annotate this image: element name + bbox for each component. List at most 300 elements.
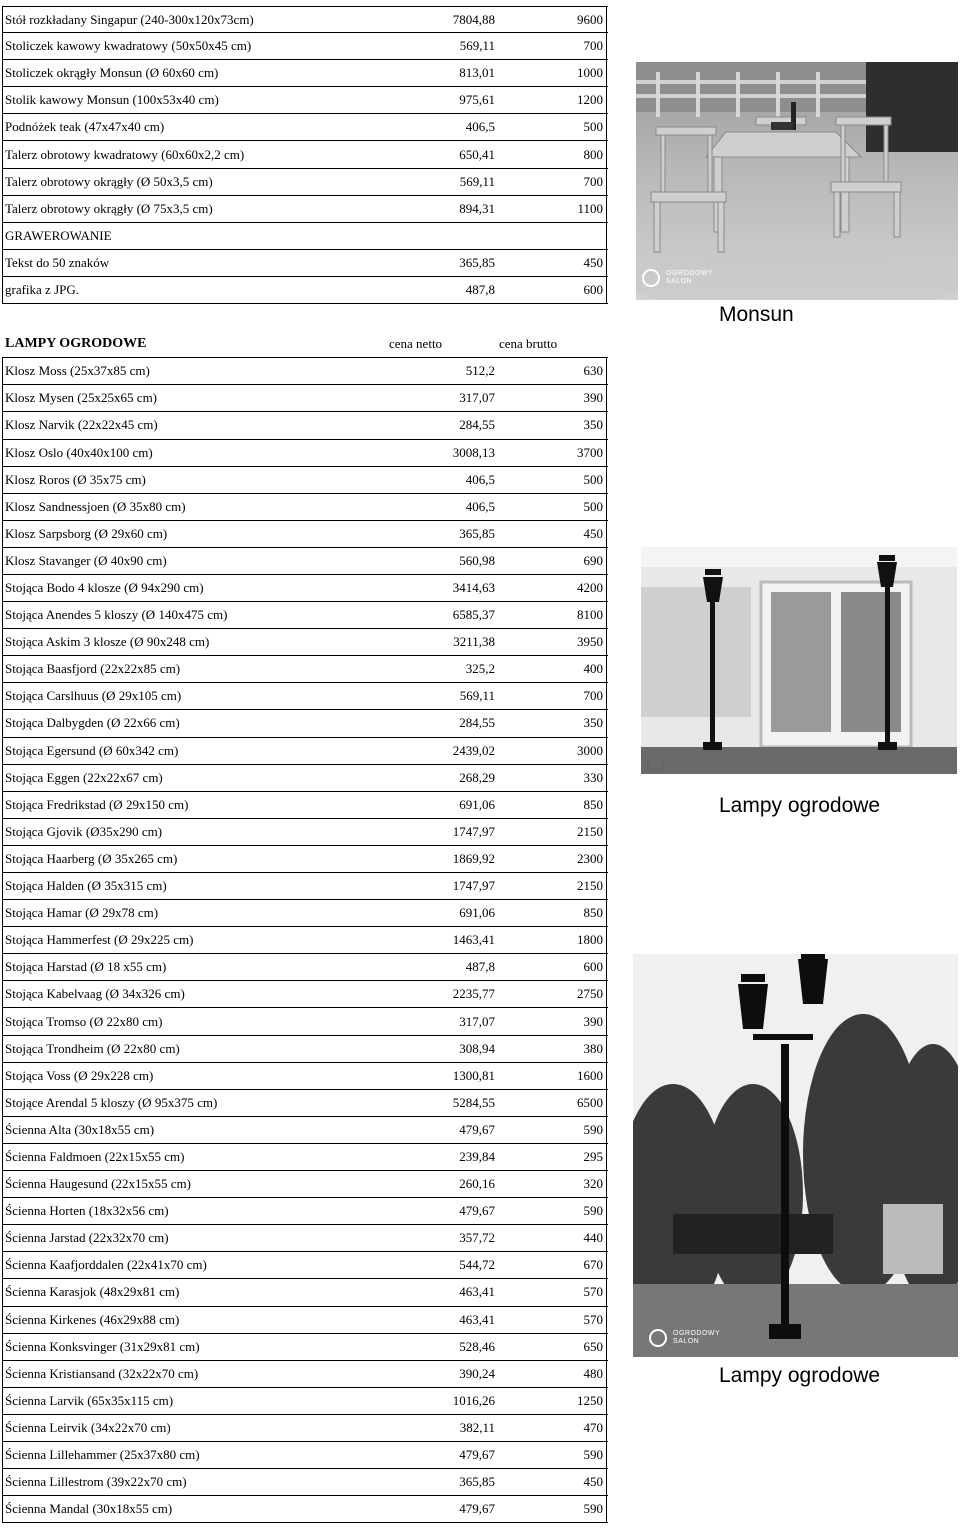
- row-netto: 569,11: [459, 173, 495, 189]
- row-netto: 5284,55: [452, 1094, 495, 1110]
- ogrodowy-salon-logo: [642, 269, 713, 287]
- row-netto: 317,07: [459, 1013, 495, 1029]
- row-brutto: 3950: [577, 634, 603, 650]
- row-netto: 260,16: [459, 1176, 495, 1192]
- table-gridline: [606, 1307, 607, 1333]
- row-name: Stojąca Hammerfest (Ø 29x225 cm): [5, 932, 194, 948]
- row-netto: 308,94: [459, 1040, 495, 1056]
- row-name: Klosz Mysen (25x25x65 cm): [5, 390, 158, 406]
- row-netto: 284,55: [459, 715, 495, 731]
- table-gridline: [606, 1090, 607, 1116]
- row-name: Stojące Arendal 5 kloszy (Ø 95x375 cm): [5, 1094, 218, 1110]
- table-gridline: [606, 1117, 607, 1143]
- lamps-caption-2: Lampy ogrodowe: [719, 1364, 881, 1387]
- garden-lamps-illustration-1: [641, 547, 957, 774]
- table-gridline: [2, 927, 3, 953]
- table-gridline: [2, 548, 3, 574]
- table-row: [2, 1361, 608, 1388]
- table-gridline: [606, 1225, 607, 1251]
- row-name: Ścienna Konksvinger (31x29x81 cm): [5, 1338, 200, 1354]
- ogrodowy-salon-logo: [649, 1329, 720, 1347]
- row-brutto: 600: [583, 281, 603, 297]
- row-name: Ścienna Leirvik (34x22x70 cm): [5, 1419, 171, 1435]
- row-brutto: 480: [583, 1365, 603, 1381]
- row-netto: 479,67: [459, 1121, 495, 1137]
- table-gridline: [606, 629, 607, 655]
- row-brutto: 590: [583, 1121, 603, 1137]
- row-name: Stojąca Kabelvaag (Ø 34x326 cm): [5, 986, 185, 1002]
- table-gridline: [2, 1252, 3, 1278]
- row-name: Tekst do 50 znaków: [5, 254, 110, 270]
- table-gridline: [606, 358, 607, 384]
- row-name: Stojąca Askim 3 klosze (Ø 90x248 cm): [5, 634, 210, 650]
- table-gridline: [2, 385, 3, 411]
- row-brutto: 320: [583, 1176, 603, 1192]
- row-brutto: 650: [583, 1338, 603, 1354]
- table-gridline: [606, 412, 607, 438]
- row-name: Stolik kawowy Monsun (100x53x40 cm): [5, 92, 219, 108]
- garden-lamps-photo-2: [633, 954, 958, 1357]
- table-gridline: [606, 33, 607, 59]
- table-gridline: [606, 250, 607, 276]
- row-name: Stojąca Anendes 5 kloszy (Ø 140x475 cm): [5, 607, 228, 623]
- row-brutto: 600: [583, 959, 603, 975]
- row-name: Stojąca Voss (Ø 29x228 cm): [5, 1067, 154, 1083]
- table-row: [2, 1469, 608, 1496]
- row-netto: 406,5: [465, 471, 495, 487]
- table-gridline: [2, 521, 3, 547]
- table-gridline: [2, 1117, 3, 1143]
- table-row: [2, 792, 608, 819]
- row-name: Stoliczek kawowy kwadratowy (50x50x45 cm): [5, 38, 252, 54]
- row-netto: 479,67: [459, 1203, 495, 1219]
- table-gridline: [606, 765, 607, 791]
- row-brutto: 400: [583, 661, 603, 677]
- row-brutto: 470: [583, 1419, 603, 1435]
- row-brutto: 590: [583, 1447, 603, 1463]
- table-gridline: [2, 1279, 3, 1305]
- table-gridline: [2, 1144, 3, 1170]
- table-gridline: [2, 1008, 3, 1034]
- table-gridline: [606, 602, 607, 628]
- lamps-caption-1: Lampy ogrodowe: [719, 794, 881, 817]
- row-brutto: 350: [583, 715, 603, 731]
- row-brutto: 1600: [577, 1067, 603, 1083]
- price-table: [2, 6, 608, 1523]
- table-gridline: [606, 141, 607, 167]
- table-gridline: [606, 1496, 607, 1522]
- table-row: [2, 6, 608, 33]
- table-row: [2, 1090, 608, 1117]
- table-row: [2, 1198, 608, 1225]
- table-gridline: [2, 1225, 3, 1251]
- table-row: [2, 683, 608, 710]
- table-row: [2, 87, 608, 114]
- table-gridline: [606, 1063, 607, 1089]
- row-brutto: 1200: [577, 92, 603, 108]
- row-brutto: 2300: [577, 850, 603, 866]
- row-name: Ścienna Horten (18x32x56 cm): [5, 1203, 169, 1219]
- row-name: Stojąca Hamar (Ø 29x78 cm): [5, 905, 159, 921]
- row-brutto: 1250: [577, 1392, 603, 1408]
- table-row: [2, 1171, 608, 1198]
- table-row: [2, 141, 608, 168]
- row-netto: 479,67: [459, 1447, 495, 1463]
- table-row: [2, 223, 608, 250]
- table-gridline: [606, 277, 607, 303]
- table-gridline: [2, 981, 3, 1007]
- row-brutto: 4200: [577, 580, 603, 596]
- row-netto: 3414,63: [452, 580, 495, 596]
- table-gridline: [606, 196, 607, 222]
- row-name: Stojąca Carslhuus (Ø 29x105 cm): [5, 688, 182, 704]
- row-brutto: 700: [583, 688, 603, 704]
- row-brutto: 9600: [577, 11, 603, 27]
- row-name: Stół rozkładany Singapur (240-300x120x73cm): [5, 11, 254, 27]
- table-row: [2, 114, 608, 141]
- table-gridline: [606, 1171, 607, 1197]
- row-netto: 463,41: [459, 1311, 495, 1327]
- table-gridline: [2, 114, 3, 140]
- table-gridline: [606, 1279, 607, 1305]
- table-gridline: [606, 1469, 607, 1495]
- row-brutto: 700: [583, 173, 603, 189]
- table-gridline: [606, 521, 607, 547]
- row-netto: 1463,41: [452, 932, 495, 948]
- row-brutto: 1100: [577, 200, 603, 216]
- table-gridline: [606, 710, 607, 736]
- monsun-furniture-photo: [636, 62, 958, 300]
- table-gridline: [606, 1252, 607, 1278]
- row-netto: 406,5: [465, 498, 495, 514]
- table-gridline: [2, 141, 3, 167]
- row-name: Stojąca Eggen (22x22x67 cm): [5, 769, 163, 785]
- row-brutto: 850: [583, 905, 603, 921]
- row-brutto: 295: [583, 1148, 603, 1164]
- row-brutto: 690: [583, 552, 603, 568]
- row-brutto: 330: [583, 769, 603, 785]
- row-brutto: 800: [583, 146, 603, 162]
- row-brutto: 390: [583, 1013, 603, 1029]
- table-gridline: [2, 7, 3, 32]
- table-gridline: [606, 385, 607, 411]
- table-gridline: [2, 1090, 3, 1116]
- table-row: [2, 846, 608, 873]
- table-row: [2, 981, 608, 1008]
- row-netto: 813,01: [459, 65, 495, 81]
- table-row: [2, 467, 608, 494]
- row-netto: 569,11: [459, 38, 495, 54]
- row-netto: 317,07: [459, 390, 495, 406]
- row-netto: 1016,26: [452, 1392, 495, 1408]
- row-name: Ścienna Haugesund (22x15x55 cm): [5, 1176, 191, 1192]
- table-row: [2, 1442, 608, 1469]
- row-netto: 284,55: [459, 417, 495, 433]
- row-name: Stojąca Haarberg (Ø 35x265 cm): [5, 850, 178, 866]
- table-gridline: [2, 954, 3, 980]
- table-row: [2, 60, 608, 87]
- table-gridline: [2, 169, 3, 195]
- table-row: [2, 277, 608, 304]
- table-row: [2, 412, 608, 439]
- table-gridline: [606, 954, 607, 980]
- row-brutto: 380: [583, 1040, 603, 1056]
- row-name: Ścienna Larvik (65x35x115 cm): [5, 1392, 174, 1408]
- table-gridline: [606, 440, 607, 466]
- table-row: [2, 575, 608, 602]
- table-gridline: [606, 169, 607, 195]
- row-brutto: 3700: [577, 444, 603, 460]
- table-gridline: [2, 33, 3, 59]
- table-row: [2, 1225, 608, 1252]
- row-name: Ścienna Kirkenes (46x29x88 cm): [5, 1311, 180, 1327]
- ogrodowy-salon-logo: [647, 754, 718, 772]
- row-name: Podnóżek teak (47x47x40 cm): [5, 119, 165, 135]
- table-gridline: [2, 358, 3, 384]
- logo-circle-icon: [642, 269, 660, 287]
- row-netto: 357,72: [459, 1230, 495, 1246]
- table-gridline: [2, 792, 3, 818]
- row-brutto: 630: [583, 363, 603, 379]
- row-brutto: 2750: [577, 986, 603, 1002]
- row-netto: 528,46: [459, 1338, 495, 1354]
- row-netto: 406,5: [465, 119, 495, 135]
- table-gridline: [606, 548, 607, 574]
- row-netto: 487,8: [465, 959, 495, 975]
- table-row: [2, 1307, 608, 1334]
- row-brutto: 570: [583, 1311, 603, 1327]
- row-brutto: 2150: [577, 823, 603, 839]
- row-brutto: 390: [583, 390, 603, 406]
- table-row: [2, 548, 608, 575]
- table-gridline: [2, 1334, 3, 1360]
- row-netto: 7804,88: [452, 11, 495, 27]
- row-name: Ścienna Jarstad (22x32x70 cm): [5, 1230, 169, 1246]
- row-brutto: 8100: [577, 607, 603, 623]
- table-row: [2, 494, 608, 521]
- table-gridline: [2, 765, 3, 791]
- table-gridline: [606, 1144, 607, 1170]
- table-gridline: [2, 1063, 3, 1089]
- table-gridline: [606, 1334, 607, 1360]
- row-netto: 2439,02: [452, 742, 495, 758]
- table-gridline: [606, 60, 607, 86]
- row-name: Stojąca Bodo 4 klosze (Ø 94x290 cm): [5, 580, 204, 596]
- row-netto: 894,31: [459, 200, 495, 216]
- row-netto: 691,06: [459, 905, 495, 921]
- row-netto: 390,24: [459, 1365, 495, 1381]
- row-brutto: 450: [583, 254, 603, 270]
- row-netto: 6585,37: [452, 607, 495, 623]
- row-name: Klosz Stavanger (Ø 40x90 cm): [5, 552, 167, 568]
- row-name: Ścienna Alta (30x18x55 cm): [5, 1121, 155, 1137]
- table-row: [2, 33, 608, 60]
- row-name: Stojąca Trondheim (Ø 22x80 cm): [5, 1040, 180, 1056]
- table-row: [2, 656, 608, 683]
- row-brutto: 590: [583, 1501, 603, 1517]
- table-row: [2, 385, 608, 412]
- row-name: grafika z JPG.: [5, 281, 80, 297]
- table-gridline: [2, 846, 3, 872]
- table-gridline: [2, 1171, 3, 1197]
- table-row: [2, 1496, 608, 1523]
- row-name: Klosz Roros (Ø 35x75 cm): [5, 471, 146, 487]
- table-gridline: [2, 710, 3, 736]
- row-name: Stojąca Tromso (Ø 22x80 cm): [5, 1013, 163, 1029]
- row-brutto: 6500: [577, 1094, 603, 1110]
- table-gridline: [2, 87, 3, 113]
- row-netto: 365,85: [459, 525, 495, 541]
- row-netto: 975,61: [459, 92, 495, 108]
- table-gridline: [606, 1388, 607, 1414]
- row-netto: 325,2: [465, 661, 495, 677]
- table-row: [2, 358, 608, 385]
- table-gridline: [2, 1469, 3, 1495]
- header-brutto: cena brutto: [499, 336, 558, 352]
- row-brutto: 450: [583, 525, 603, 541]
- table-row: [2, 927, 608, 954]
- table-row: [2, 1008, 608, 1035]
- row-netto: 3008,13: [452, 444, 495, 460]
- table-gridline: [606, 1442, 607, 1468]
- table-row: [2, 196, 608, 223]
- row-name: Ścienna Lillestrom (39x22x70 cm): [5, 1474, 187, 1490]
- row-brutto: 570: [583, 1284, 603, 1300]
- table-row: [2, 250, 608, 277]
- table-row: [2, 440, 608, 467]
- row-brutto: 700: [583, 38, 603, 54]
- row-brutto: 350: [583, 417, 603, 433]
- row-netto: 487,8: [465, 281, 495, 297]
- row-name: Stojąca Fredrikstad (Ø 29x150 cm): [5, 796, 189, 812]
- table-gridline: [606, 683, 607, 709]
- logo-circle-icon: [649, 1329, 667, 1347]
- table-spacer: [2, 304, 608, 331]
- table-row: [2, 1388, 608, 1415]
- row-name: Stojąca Egersund (Ø 60x342 cm): [5, 742, 179, 758]
- monsun-furniture-illustration: [636, 62, 958, 300]
- table-gridline: [606, 873, 607, 899]
- row-netto: 239,84: [459, 1148, 495, 1164]
- table-row: [2, 1334, 608, 1361]
- table-gridline: [606, 114, 607, 140]
- table-gridline: [606, 1415, 607, 1441]
- lamps-section-header: [2, 331, 608, 358]
- row-brutto: 3000: [577, 742, 603, 758]
- table-gridline: [2, 1198, 3, 1224]
- table-gridline: [2, 1388, 3, 1414]
- row-netto: 1747,97: [452, 823, 495, 839]
- row-netto: 2235,77: [452, 986, 495, 1002]
- row-name: Stojąca Harstad (Ø 18 x55 cm): [5, 959, 167, 975]
- row-name: Ścienna Karasjok (48x29x81 cm): [5, 1284, 180, 1300]
- row-brutto: 850: [583, 796, 603, 812]
- row-netto: 365,85: [459, 254, 495, 270]
- table-gridline: [606, 223, 607, 249]
- table-row: [2, 710, 608, 737]
- table-gridline: [2, 196, 3, 222]
- table-gridline: [2, 602, 3, 628]
- row-netto: 479,67: [459, 1501, 495, 1517]
- table-row: [2, 1279, 608, 1306]
- garden-lamps-illustration-2: [633, 954, 958, 1357]
- row-name: Talerz obrotowy okrągły (Ø 50x3,5 cm): [5, 173, 213, 189]
- row-name: Klosz Sarpsborg (Ø 29x60 cm): [5, 525, 168, 541]
- table-row: [2, 1117, 608, 1144]
- table-gridline: [606, 927, 607, 953]
- row-brutto: 670: [583, 1257, 603, 1273]
- table-row: [2, 819, 608, 846]
- table-gridline: [2, 900, 3, 926]
- table-gridline: [606, 1008, 607, 1034]
- table-gridline: [606, 846, 607, 872]
- table-gridline: [2, 494, 3, 520]
- table-gridline: [2, 250, 3, 276]
- table-gridline: [2, 629, 3, 655]
- row-netto: 569,11: [459, 688, 495, 704]
- table-row: [2, 1036, 608, 1063]
- row-netto: 512,2: [465, 363, 495, 379]
- table-gridline: [606, 494, 607, 520]
- row-brutto: 590: [583, 1203, 603, 1219]
- row-name: Klosz Narvik (22x22x45 cm): [5, 417, 158, 433]
- table-gridline: [606, 575, 607, 601]
- row-brutto: 450: [583, 1474, 603, 1490]
- table-gridline: [606, 738, 607, 764]
- row-brutto: 1800: [577, 932, 603, 948]
- table-gridline: [2, 60, 3, 86]
- table-row: [2, 1252, 608, 1279]
- garden-lamps-photo-1: [641, 547, 957, 774]
- table-row: [2, 169, 608, 196]
- row-brutto: 500: [583, 119, 603, 135]
- header-netto: cena netto: [389, 336, 443, 352]
- row-name: GRAWEROWANIE: [5, 227, 112, 243]
- table-gridline: [2, 440, 3, 466]
- row-name: Ścienna Kaafjorddalen (22x41x70 cm): [5, 1257, 207, 1273]
- table-gridline: [2, 1036, 3, 1062]
- row-brutto: 500: [583, 471, 603, 487]
- table-gridline: [2, 467, 3, 493]
- table-gridline: [2, 277, 3, 303]
- row-netto: 3211,38: [453, 634, 495, 650]
- table-row: [2, 738, 608, 765]
- table-row: [2, 1415, 608, 1442]
- row-name: Ścienna Lillehammer (25x37x80 cm): [5, 1447, 200, 1463]
- table-gridline: [606, 87, 607, 113]
- logo-line2: SALON: [666, 278, 693, 285]
- table-row: [2, 954, 608, 981]
- logo-line1: OGRODOWY: [673, 1330, 721, 1337]
- logo-circle-icon: [647, 754, 665, 772]
- table-gridline: [2, 1442, 3, 1468]
- row-netto: [387, 223, 497, 249]
- row-netto: 1300,81: [452, 1067, 495, 1083]
- logo-line2: SALON: [673, 1338, 700, 1345]
- table-row: [2, 873, 608, 900]
- row-netto: 1747,97: [452, 878, 495, 894]
- row-name: Talerz obrotowy kwadratowy (60x60x2,2 cm): [5, 146, 245, 162]
- row-netto: 1869,92: [452, 850, 495, 866]
- table-gridline: [2, 1307, 3, 1333]
- row-name: Klosz Moss (25x37x85 cm): [5, 363, 150, 379]
- table-row: [2, 1063, 608, 1090]
- logo-line2: SALON: [671, 763, 698, 770]
- table-gridline: [606, 900, 607, 926]
- row-netto: 560,98: [459, 552, 495, 568]
- row-brutto: [499, 223, 605, 249]
- table-gridline: [606, 1361, 607, 1387]
